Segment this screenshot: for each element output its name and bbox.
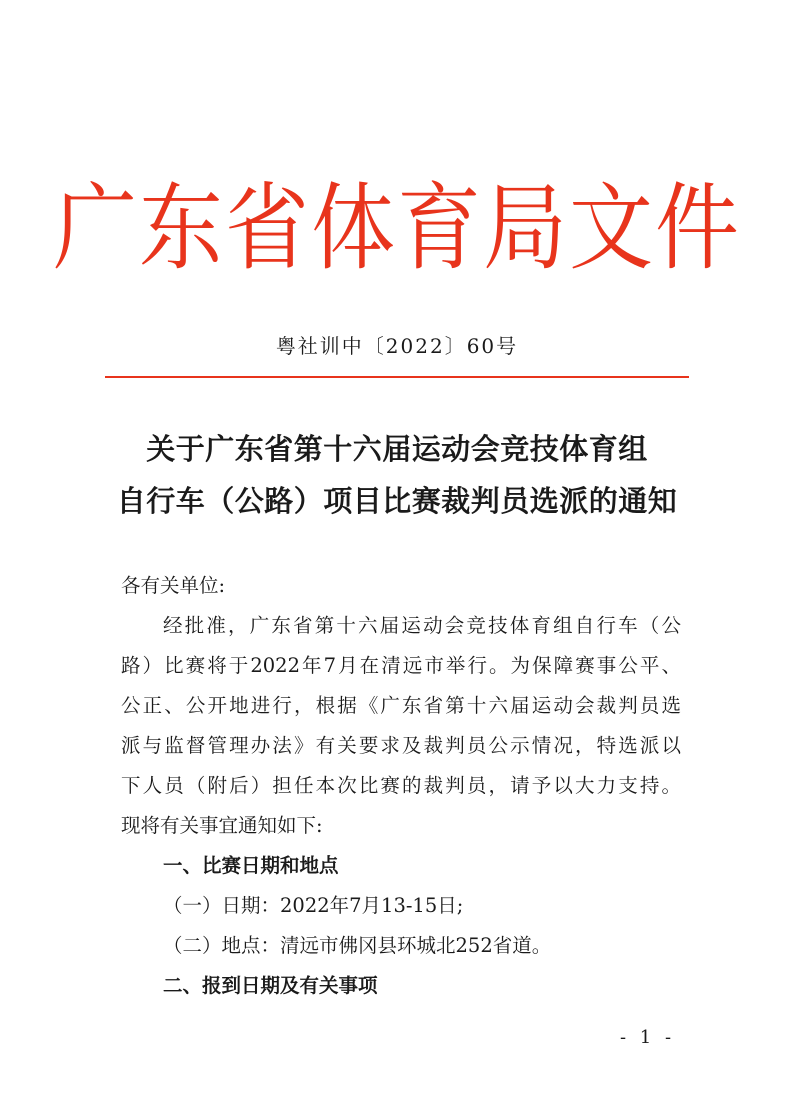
paragraph-line: 下人员（附后）担任本次比赛的裁判员，请予以大力支持。	[121, 774, 681, 797]
masthead-text: 广东省体育局文件	[52, 173, 741, 283]
paragraph-line: 路）比赛将于2022年7月在清远市举行。为保障赛事公平、	[121, 654, 681, 677]
section-2-heading: 二、报到日期及有关事项	[163, 974, 378, 997]
page-number: - 1 -	[620, 1027, 676, 1048]
section-1-date: （一）日期：2022年7月13-15日;	[163, 894, 464, 917]
paragraph-line: 公正、公开地进行，根据《广东省第十六届运动会裁判员选	[121, 694, 681, 717]
document-number: 粤社训中〔2022〕60号	[275, 334, 519, 358]
section-1-heading: 一、比赛日期和地点	[163, 854, 339, 877]
title-line-1: 关于广东省第十六届运动会竞技体育组	[146, 432, 648, 466]
red-divider-line	[105, 376, 689, 378]
salutation: 各有关单位:	[121, 574, 226, 597]
paragraph-line: 现将有关事宜通知如下:	[121, 814, 323, 837]
notice-body	[121, 566, 681, 1006]
masthead	[0, 173, 794, 283]
paragraph-line: 经批准，广东省第十六届运动会竞技体育组自行车（公	[163, 614, 681, 637]
notice-title	[0, 423, 794, 527]
section-1-place: （二）地点：清远市佛冈县环城北252省道。	[163, 934, 552, 957]
title-line-2: 自行车（公路）项目比赛裁判员选派的通知	[116, 484, 678, 518]
paragraph-line: 派与监督管理办法》有关要求及裁判员公示情况，特选派以	[121, 734, 681, 757]
